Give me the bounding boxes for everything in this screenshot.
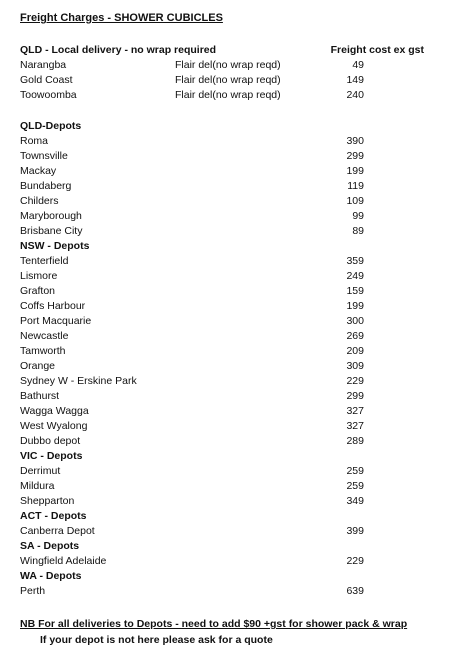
freight-row [20,464,432,479]
freight-row [20,88,432,103]
freight-row [20,524,432,539]
freight-row [20,209,432,224]
location-name: Derrimut [20,465,61,477]
freight-row [20,584,432,599]
location-name: Gold Coast [20,74,73,86]
delivery-note: Flair del(no wrap reqd) [175,89,281,101]
location-name: Orange [20,360,56,372]
section-label: NSW - Depots [20,240,90,252]
location-name: Newcastle [20,330,69,342]
freight-row [20,419,432,434]
section-label: QLD-Depots [20,120,82,132]
freight-table [20,58,432,599]
freight-row [20,299,432,314]
location-name: Tenterfield [20,255,69,267]
freight-price: 159 [346,285,364,297]
freight-price: 99 [352,210,364,222]
location-name: Dubbo depot [20,435,81,447]
location-name: Sydney W - Erskine Park [20,375,137,387]
location-name: Childers [20,195,59,207]
section-label: WA - Depots [20,570,82,582]
freight-price: 359 [346,255,364,267]
freight-row [20,374,432,389]
freight-row [20,58,432,73]
quote-note: If your depot is not here please ask for a quote [40,634,273,646]
freight-price: 327 [346,405,364,417]
freight-price: 300 [346,315,364,327]
freight-price: 199 [346,165,364,177]
freight-price: 639 [346,585,364,597]
freight-price: 259 [346,465,364,477]
section-heading [20,239,432,254]
location-name: Grafton [20,285,56,297]
location-name: Toowoomba [20,89,77,101]
depot-wrap-note: NB For all deliveries to Depots - need to add $90 +gst for shower pack & wrap [20,618,408,630]
section-label: ACT - Depots [20,510,87,522]
section-heading [20,449,432,464]
freight-price: 289 [346,435,364,447]
freight-row [20,149,432,164]
freight-row [20,314,432,329]
freight-row [20,389,432,404]
freight-price: 149 [346,74,364,86]
location-name: Townsville [20,150,68,162]
freight-row [20,329,432,344]
freight-cost-heading: Freight cost ex gst [330,44,424,56]
freight-price: 229 [346,375,364,387]
location-name: Lismore [20,270,58,282]
location-name: Maryborough [20,210,82,222]
freight-row [20,284,432,299]
freight-price: 199 [346,300,364,312]
freight-row [20,269,432,284]
freight-row [20,494,432,509]
freight-price: 390 [346,135,364,147]
freight-price: 309 [346,360,364,372]
freight-row [20,194,432,209]
section-heading [20,119,432,134]
freight-price: 240 [346,89,364,101]
location-name: Coffs Harbour [20,300,86,312]
freight-price: 209 [346,345,364,357]
location-name: Roma [20,135,49,147]
location-name: Mackay [20,165,57,177]
row-spacer [20,103,432,119]
location-name: Shepparton [20,495,75,507]
location-name: Bundaberg [20,180,72,192]
location-name: Mildura [20,480,55,492]
section-label: SA - Depots [20,540,80,552]
freight-price: 259 [346,480,364,492]
freight-row [20,134,432,149]
location-name: Brisbane City [20,225,83,237]
freight-row [20,344,432,359]
freight-price: 229 [346,555,364,567]
location-name: Port Macquarie [20,315,92,327]
freight-row [20,254,432,269]
freight-row [20,554,432,569]
document-title: Freight Charges - SHOWER CUBICLES [20,12,223,24]
freight-price: 109 [346,195,364,207]
location-name: Tamworth [20,345,66,357]
location-name: Narangba [20,59,67,71]
freight-price: 249 [346,270,364,282]
freight-row [20,179,432,194]
location-name: Wingfield Adelaide [20,555,107,567]
freight-row [20,224,432,239]
freight-price: 299 [346,150,364,162]
location-name: Wagga Wagga [20,405,89,417]
section-heading [20,539,432,554]
freight-row [20,404,432,419]
freight-row [20,479,432,494]
freight-row [20,359,432,374]
freight-price: 119 [347,180,364,192]
local-delivery-heading: QLD - Local delivery - no wrap required [20,44,217,56]
freight-price: 299 [346,390,364,402]
section-heading [20,569,432,584]
delivery-note: Flair del(no wrap reqd) [175,74,281,86]
location-name: West Wyalong [20,420,88,432]
freight-row [20,164,432,179]
location-name: Canberra Depot [20,525,95,537]
section-label: VIC - Depots [20,450,83,462]
freight-row [20,434,432,449]
freight-price: 269 [346,330,364,342]
location-name: Bathurst [20,390,60,402]
freight-row [20,73,432,88]
freight-price: 89 [352,225,364,237]
section-heading [20,509,432,524]
location-name: Perth [20,585,46,597]
freight-price: 49 [352,59,364,71]
freight-price: 349 [346,495,364,507]
delivery-note: Flair del(no wrap reqd) [175,59,281,71]
freight-price: 399 [346,525,364,537]
freight-price: 327 [346,420,364,432]
